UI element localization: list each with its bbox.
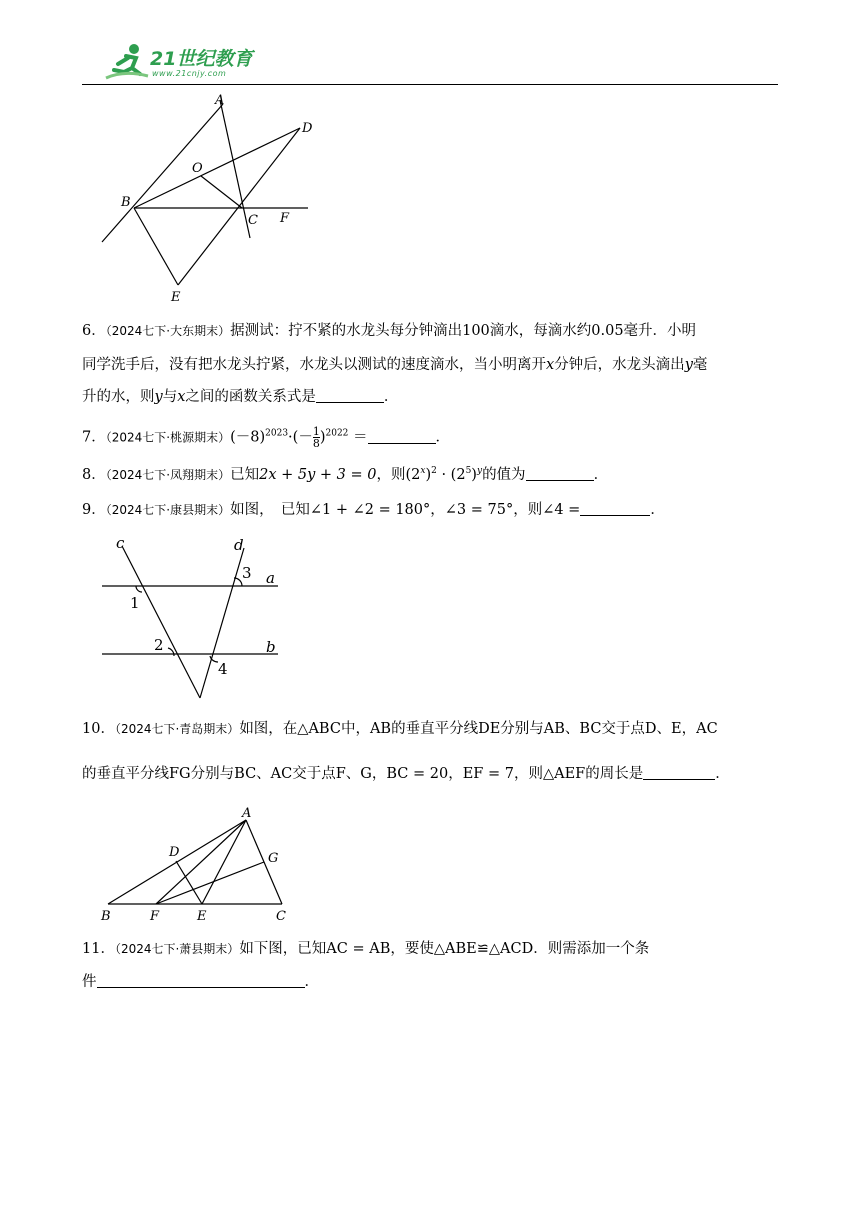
q6-line3-b: 与 [162, 389, 178, 405]
q6-line3-a: 升的水，则 [82, 389, 155, 405]
label-E: E [171, 290, 181, 305]
label-B: B [121, 195, 131, 210]
label-C: C [248, 213, 258, 228]
label-4: 4 [218, 660, 228, 678]
site-logo [104, 40, 274, 84]
q9-answer-blank[interactable] [580, 501, 650, 516]
label-d: d [234, 536, 244, 554]
label-1: 1 [130, 594, 140, 612]
q6-var-y: y [684, 357, 693, 373]
question-10 [82, 720, 718, 738]
q6-end: ． [383, 389, 399, 405]
q7-source: （2024七下·桃源期末） [105, 430, 231, 445]
q9-end: ． [650, 502, 665, 518]
q8-expr3: ) [471, 467, 477, 483]
q8-exp-y: y [476, 466, 483, 477]
q8-answer-blank[interactable] [526, 466, 594, 481]
q10-number: 10． [82, 721, 115, 737]
label-C: C [276, 909, 286, 922]
label-A: A [215, 93, 225, 108]
q7-exp2: 2022 [325, 428, 349, 439]
label-E: E [197, 909, 207, 922]
q6-var-x: x [546, 357, 555, 373]
q11-answer-blank[interactable] [97, 973, 305, 988]
q8-exp-2: 2 [431, 466, 437, 477]
label-c: c [116, 534, 125, 552]
label-a: a [266, 569, 275, 587]
q7-frac-den: 8 [312, 437, 320, 450]
q10-line2: 的垂直平分线FG分别与BC、AC交于点F、G，BC = 20，EF = 7，则△AEF的周长是 [82, 766, 644, 782]
question-7 [82, 426, 450, 449]
question-11 [82, 940, 649, 958]
q8-expr: (2 [405, 467, 421, 483]
figure-q5 [90, 90, 330, 305]
q7-dot: · [288, 429, 293, 446]
question-9 [82, 501, 665, 519]
q10-source: （2024七下·青岛期末） [114, 722, 240, 736]
q11-line1: 如下图，已知AC = AB，要使△ABE≌△ACD．则需添加一个条 [239, 941, 650, 957]
q11-line2: 件 [82, 974, 97, 990]
label-D: D [302, 121, 313, 136]
q6-var-y2: y [154, 389, 163, 405]
q9-source: （2024七下·康县期末） [105, 503, 231, 517]
label-B: B [101, 909, 111, 922]
q6-line1: 据测试：拧不紧的水龙头每分钟滴出100滴水，每滴水约0.05毫升．小明 [230, 323, 697, 339]
q7-number: 7． [82, 429, 106, 446]
figure-q10 [96, 806, 296, 922]
q8-text-b: ，则 [376, 467, 406, 483]
logo-url: www.21cnjy.com [152, 69, 227, 78]
q8-source: （2024七下·凤翔期末） [105, 468, 231, 482]
question-6-line3 [82, 388, 398, 406]
label-D: D [169, 845, 180, 860]
q8-dot: · (2 [436, 467, 466, 483]
label-F: F [150, 909, 160, 922]
q10-line1: 如图，在△ABC中，AB的垂直平分线DE分别与AB、BC交于点D、E，AC [239, 721, 718, 737]
q6-line2-c: 毫 [692, 357, 708, 373]
runner-logo-icon [104, 42, 150, 82]
q8-exp-5: 5 [465, 466, 472, 477]
q10-end: ． [715, 766, 730, 782]
q7-eq: ＝ [353, 429, 368, 446]
label-A: A [242, 806, 252, 821]
q6-var-x2: x [177, 389, 186, 405]
q8-text-c: 的值为 [482, 467, 526, 483]
q7-fraction [313, 426, 320, 449]
q9-number: 9． [82, 502, 106, 518]
question-8 [82, 466, 608, 484]
question-10-line2 [82, 765, 730, 783]
q7-base1: (－8) [230, 429, 266, 446]
q6-line2-a: 同学洗手后，没有把水龙头拧紧，水龙头以测试的速度滴水，当小明离开 [82, 357, 546, 373]
question-6 [82, 322, 696, 340]
label-F: F [280, 211, 290, 226]
q8-number: 8． [82, 467, 106, 483]
q6-line2-b: 分钟后，水龙头滴出 [554, 357, 685, 373]
q8-equation: 2x + 5y + 3 = 0 [259, 467, 377, 483]
label-G: G [268, 851, 279, 866]
q11-end: ． [304, 974, 319, 990]
q10-answer-blank[interactable] [643, 765, 715, 780]
q8-expr2: ) [425, 467, 432, 483]
q7-base2-open: (－ [292, 429, 313, 446]
label-b: b [266, 638, 276, 656]
q6-line3-c: 之间的函数关系式是 [185, 389, 316, 405]
question-6-line2 [82, 356, 707, 374]
q7-exp1: 2023 [265, 428, 289, 439]
label-2: 2 [154, 636, 164, 654]
q7-frac-num: 1 [312, 425, 320, 438]
question-11-line2 [82, 973, 319, 991]
q7-answer-blank[interactable] [368, 429, 436, 444]
figure-q9 [96, 534, 296, 704]
label-O: O [192, 161, 203, 176]
header-divider [82, 84, 778, 85]
q9-text: 如图， 已知∠1 + ∠2 = 180°，∠3 = 75°，则∠4 = [230, 502, 581, 518]
q7-base2-close: ) [319, 429, 326, 446]
q8-end: ． [593, 467, 609, 483]
q11-number: 11． [82, 941, 115, 957]
label-3: 3 [242, 564, 252, 582]
q11-source: （2024七下·萧县期末） [114, 942, 240, 956]
q8-exp-x: x [420, 466, 426, 477]
q6-answer-blank[interactable] [316, 388, 384, 403]
q6-source: （2024七下·大东期末） [105, 324, 231, 338]
q8-text-a: 已知 [230, 467, 260, 483]
logo-text: 21世纪教育 [150, 48, 253, 70]
q7-end: ． [435, 429, 451, 446]
q6-number: 6． [82, 323, 106, 339]
